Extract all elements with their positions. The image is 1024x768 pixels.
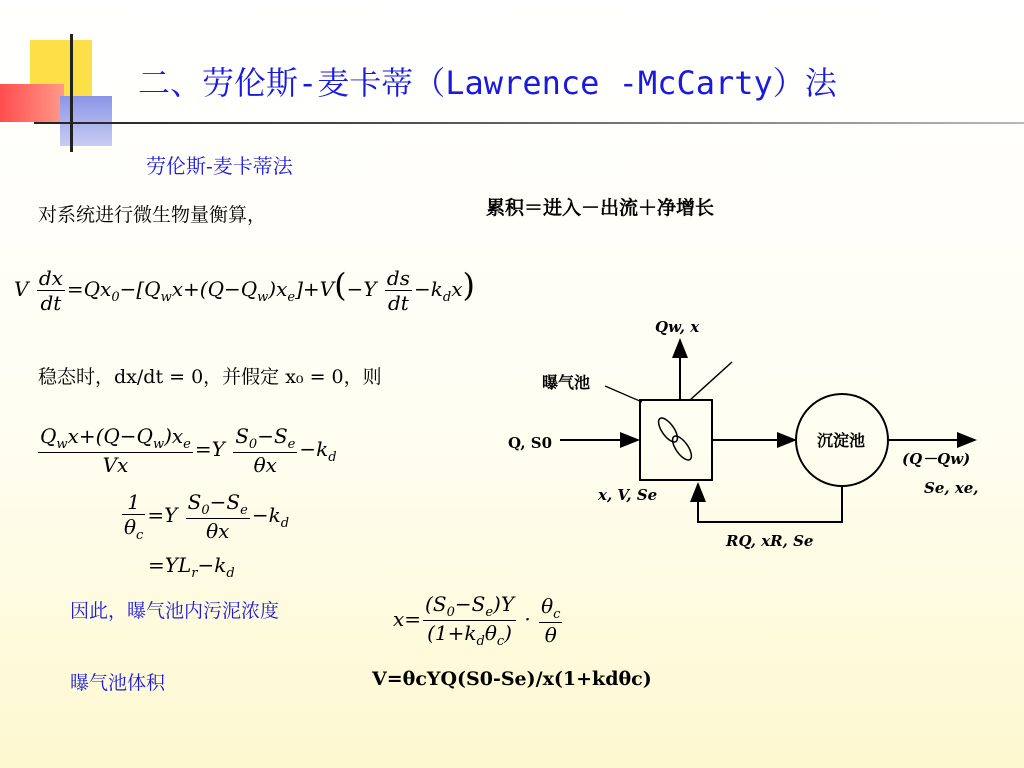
slide-subtitle: 劳伦斯-麦卡蒂法 [146,154,293,178]
intro-text: 对系统进行微生物量衡算， [38,204,267,226]
title-decoration-red [0,84,64,122]
waste-flow-label: Qw, x [655,318,700,336]
return-flow-label: RQ, xR, Se [726,532,814,550]
steady-state-equation-3: $=YL_r-k_d$ [148,553,235,581]
effluent-flow-label: (Q－Qw) [902,450,971,468]
mixer-icon [655,415,695,463]
balance-statement: 累积＝进入－出流＋净增长 [486,197,715,219]
steady-state-equation-2: $\frac{1}{\theta_c}$ =Y $\frac{S_0-S_e}{\theta x}$ $-k_d$ [124,490,290,543]
aeration-volume-label: 曝气池体积 [70,672,166,694]
title-underline [34,122,1024,124]
aeration-volume-formula: V=θcYQ(S0-Se)/x(1+kdθc) [372,668,652,690]
mass-balance-equation: V $\frac{dx}{dt}$ $=Qx_0-[Q_wx+(Q-Q_w)x_e]+V(-Y$ $\frac{ds}{dt}$ $-k_dx$) [14,266,475,315]
steady-state-note: 稳态时，dx/dt = 0，并假定 x₀ = 0，则 [38,366,382,388]
sludge-concentration-equation: x= $\frac{(S_0-S_e)Y}{(1+k_d\theta_c)}$ · $\frac{\theta_c}{\theta}$ [393,592,561,649]
title-decoration-blue [60,96,112,146]
aeration-tank-pointer [605,386,642,402]
effluent-quality-label: Se, xe, [924,479,979,497]
sludge-concentration-label: 因此，曝气池内污泥浓度 [70,600,280,622]
aeration-tank-box [640,400,712,480]
inflow-label: Q, S0 [508,434,553,452]
tank-contents-label: x, V, Se [598,486,658,504]
steady-state-equation-1: $\frac{Q_wx+(Q-Q_w)x_e}{Vx}$ =Y $\frac{S_0-S_e}{\theta x}$ $-k_d$ [40,424,337,477]
process-flow-diagram [490,300,1020,570]
aeration-tank-label: 曝气池 [542,373,591,392]
return-sludge-line [698,484,842,522]
slide-title: 二、劳伦斯-麦卡蒂（Lawrence -McCarty）法 [138,64,837,102]
title-decoration-vertical-line [70,34,73,152]
settling-tank-label: 沉淀池 [817,431,866,450]
